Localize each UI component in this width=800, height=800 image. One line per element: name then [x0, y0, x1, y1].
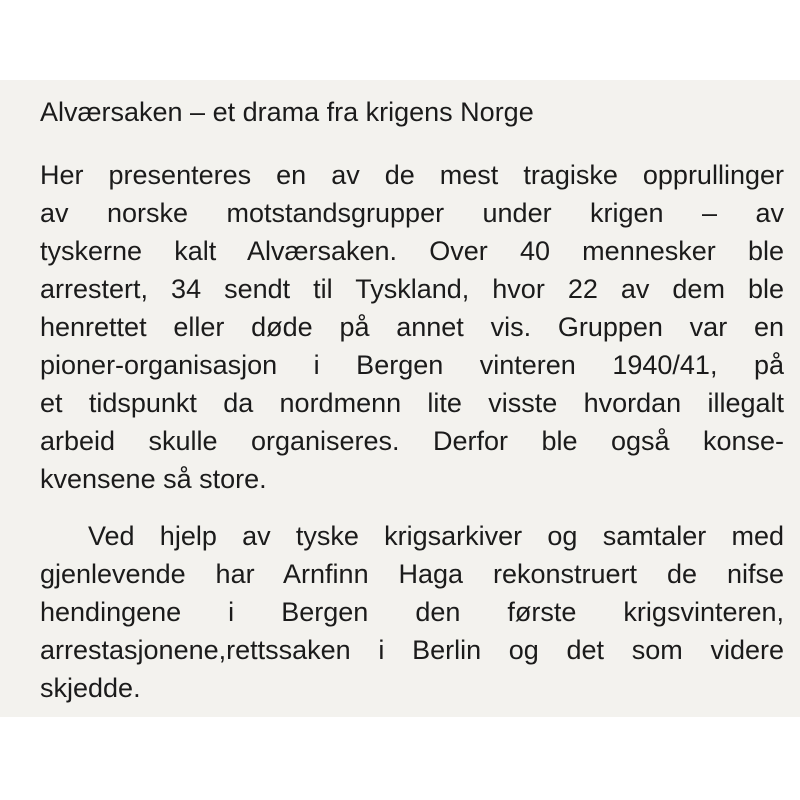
paragraph-line: Her presenteres en av de mest tragiske opprullinger [40, 160, 784, 190]
paragraph-line: hendingene i Bergen den første krigsvinteren, [40, 597, 784, 627]
paragraph-line: arrestert, 34 sendt til Tyskland, hvor 22 av dem ble [40, 274, 784, 304]
paragraph-line: skjedde. [40, 673, 141, 703]
paragraph-line: arbeid skulle organiseres. Derfor ble også konse- [40, 426, 784, 456]
paragraph-line: Ved hjelp av tyske krigsarkiver og samtaler med [88, 521, 784, 551]
paragraph-line: et tidspunkt da nordmenn lite visste hvordan illegalt [40, 388, 784, 418]
paragraph-line: tyskerne kalt Alværsaken. Over 40 mennesker ble [40, 236, 784, 266]
paragraph-line: kvensene så store. [40, 464, 267, 494]
page-title: Alværsaken – et drama fra krigens Norge [40, 97, 534, 127]
paragraph-line: pioner-organisasjon i Bergen vinteren 1940/41, på [40, 350, 784, 380]
paragraph-line: arrestasjonene,rettssaken i Berlin og det som videre [40, 635, 784, 665]
text-card [0, 80, 800, 717]
paragraph-line: gjenlevende har Arnfinn Haga rekonstruert de nifse [40, 559, 784, 589]
paragraph-line: av norske motstandsgrupper under krigen – av [40, 198, 784, 228]
paragraph-line: henrettet eller døde på annet vis. Gruppen var en [40, 312, 784, 342]
